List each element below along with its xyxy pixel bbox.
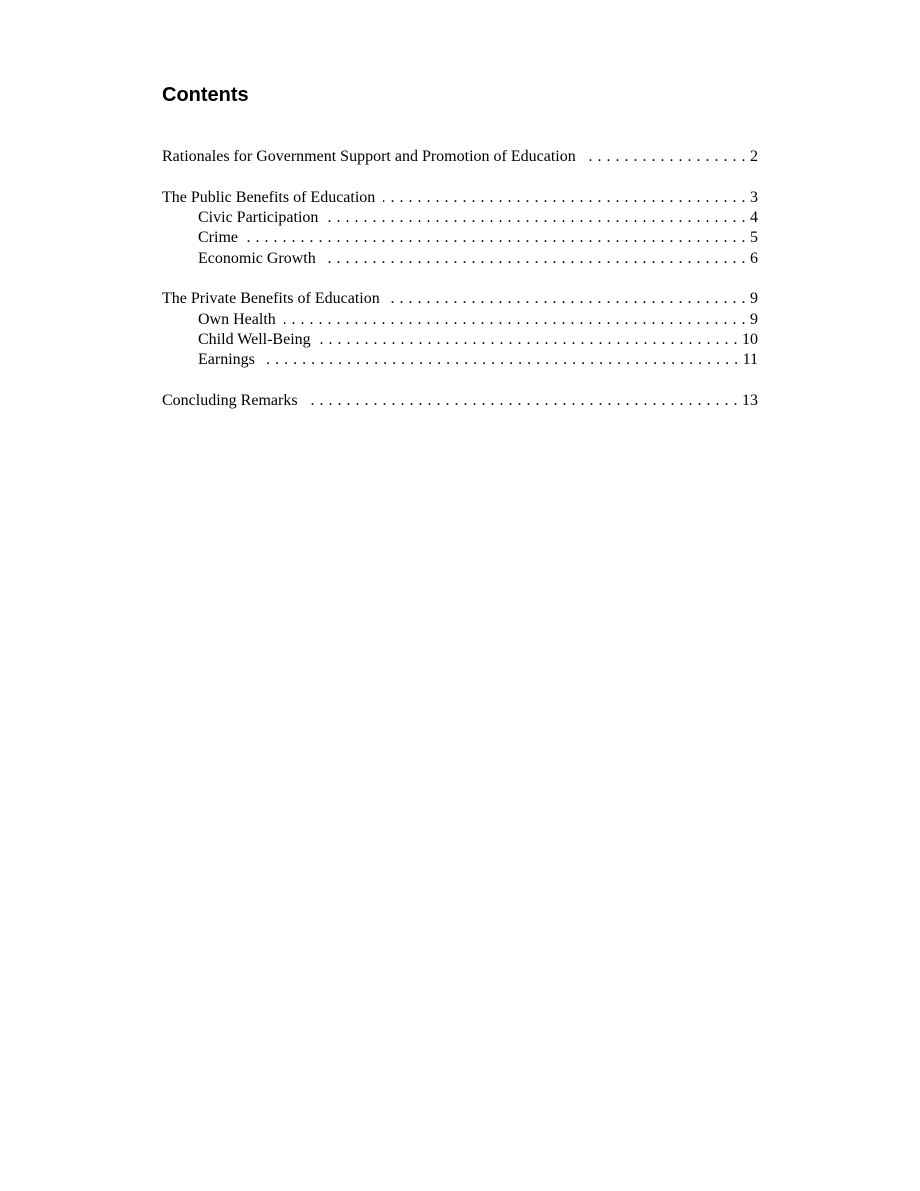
toc-dot-leader [326, 208, 746, 228]
toc-entry-label: Own Health [198, 310, 276, 328]
toc-entry-public-benefits[interactable] [162, 188, 758, 208]
toc-dot-leader [306, 391, 738, 411]
toc-entry-label: Civic Participation [198, 209, 319, 227]
toc-entry-civic-participation[interactable] [162, 208, 758, 228]
toc-dot-leader [246, 228, 746, 248]
toc-entry-page-number: 5 [750, 229, 758, 247]
toc-entry-page-number: 9 [750, 290, 758, 308]
toc-entry-crime[interactable] [162, 228, 758, 248]
toc-entry-label: Economic Growth [198, 249, 316, 267]
toc-entry-page-number: 2 [750, 148, 758, 165]
toc-entry-label: Concluding Remarks [162, 392, 298, 410]
toc-entry-economic-growth[interactable] [162, 249, 758, 269]
toc-entry-page-number: 3 [750, 188, 758, 206]
toc-entry-label: The Private Benefits of Education [162, 290, 380, 308]
table-of-contents [162, 147, 758, 432]
toc-dot-leader [319, 330, 738, 350]
toc-entry-child-well-being[interactable] [162, 330, 758, 350]
toc-entry-label: Child Well-Being [198, 331, 311, 349]
toc-entry-concluding-remarks[interactable] [162, 391, 758, 411]
toc-group-public-benefits [162, 188, 758, 269]
toc-entry-label: The Public Benefits of Education [162, 188, 376, 206]
toc-dot-leader [284, 310, 746, 330]
toc-entry-rationales[interactable] [162, 147, 758, 167]
toc-entry-label: Earnings [198, 351, 255, 369]
toc-group-rationales [162, 147, 758, 167]
toc-entry-own-health[interactable] [162, 310, 758, 330]
toc-entry-page-number: 11 [742, 351, 758, 369]
toc-dot-leader [383, 188, 746, 208]
toc-entry-private-benefits[interactable] [162, 289, 758, 309]
toc-dot-leader [324, 249, 746, 269]
toc-dot-leader [263, 350, 739, 370]
toc-entry-page-number: 9 [750, 310, 758, 328]
page-title: Contents [162, 84, 249, 106]
toc-entry-page-number: 10 [742, 331, 758, 349]
toc-entry-label: Rationales for Government Support and Promotion of Education [162, 148, 576, 165]
toc-entry-page-number: 6 [750, 249, 758, 267]
toc-dot-leader [388, 289, 746, 309]
toc-entry-earnings[interactable] [162, 350, 758, 370]
toc-entry-page-number: 4 [750, 209, 758, 227]
toc-dot-leader [584, 147, 746, 167]
toc-entry-page-number: 13 [742, 392, 758, 410]
toc-entry-label: Crime [198, 229, 238, 247]
toc-group-private-benefits [162, 289, 758, 370]
toc-group-concluding-remarks [162, 391, 758, 411]
